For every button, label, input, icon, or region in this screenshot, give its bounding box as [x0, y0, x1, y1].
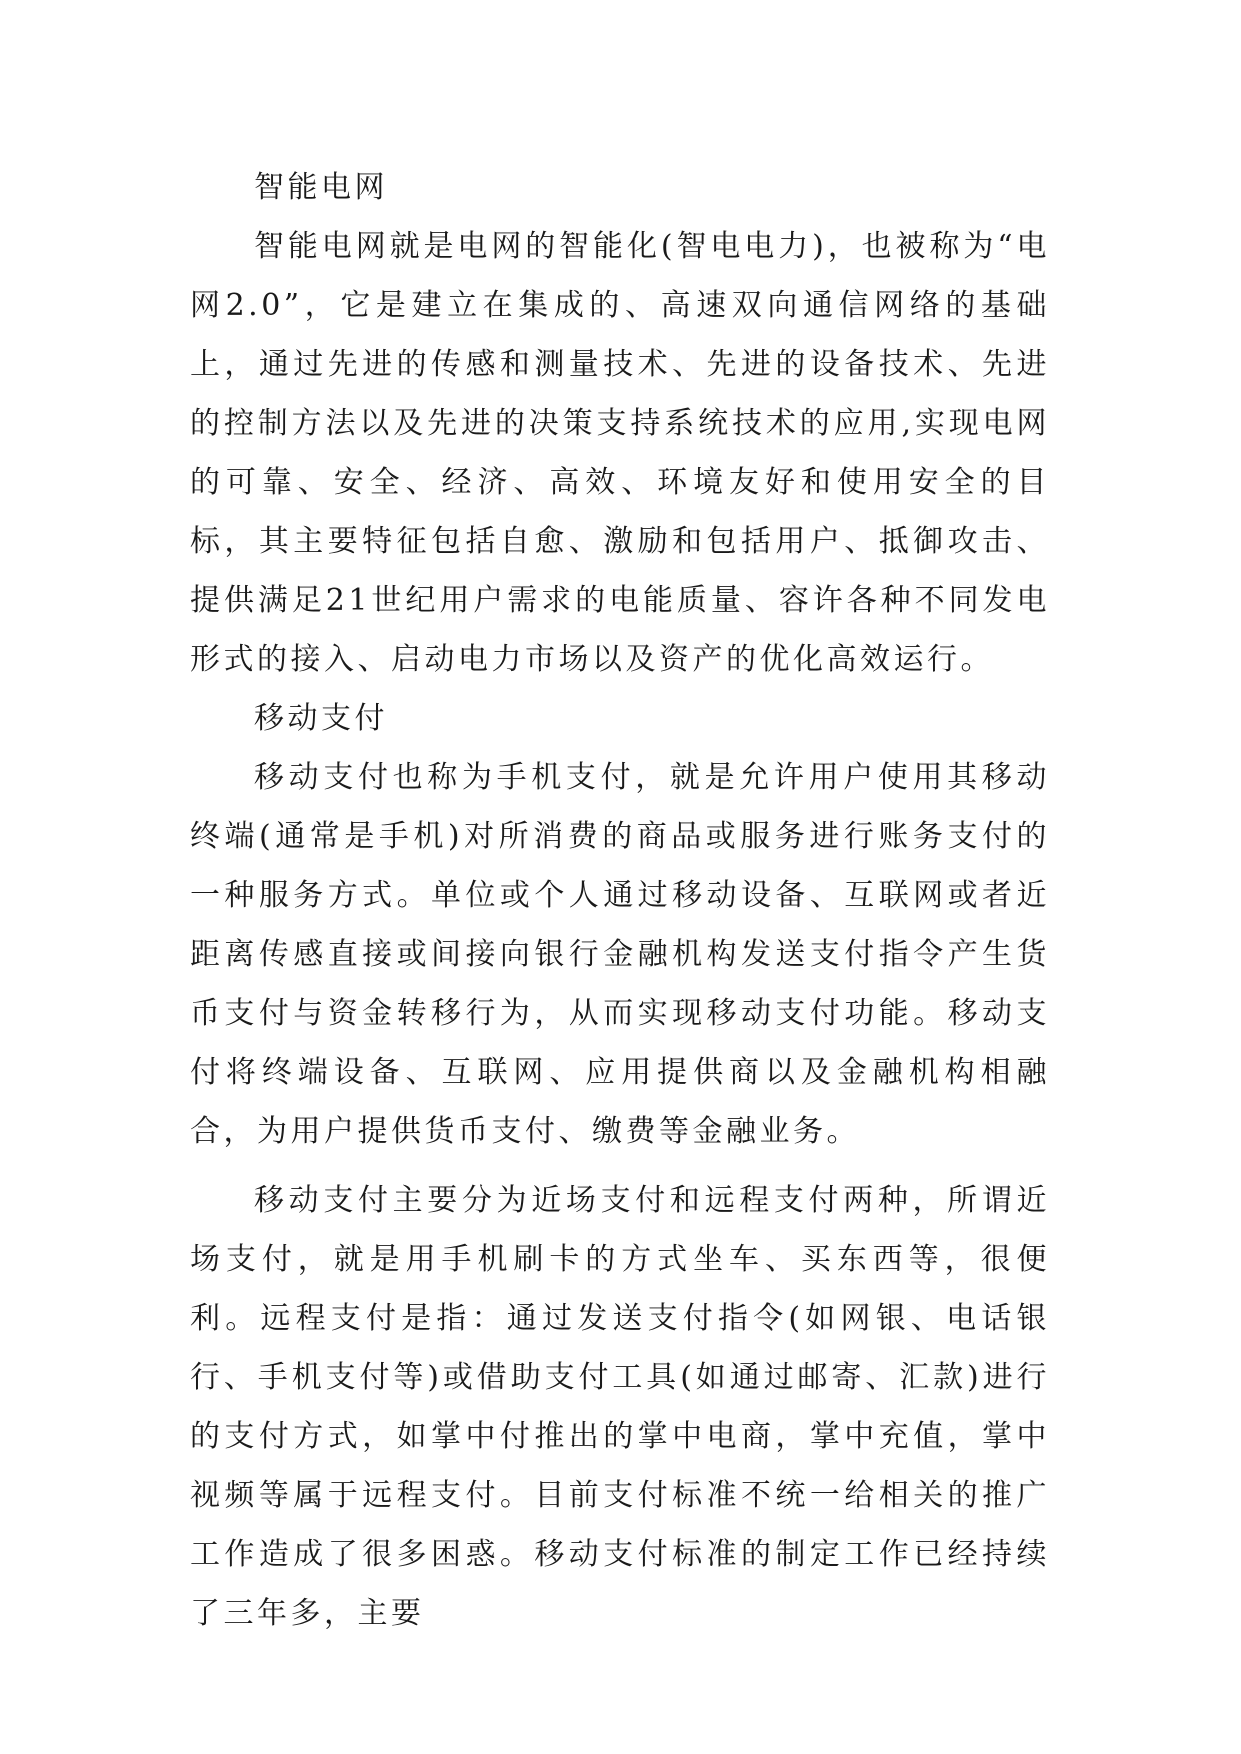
paragraph-smart-grid: 智能电网就是电网的智能化(智电电力)，也被称为“电网2.0”，它是建立在集成的、高速双向通信网络的基础上，通过先进的传感和测量技术、先进的设备技术、先进的控制方法以及先进的决策支持系统技术的应用,实现电网的可靠、安全、经济、高效、环境友好和使用安全的目标，其主要特征包括自愈、激励和包括用户、抵御攻击、提供满足21世纪用户需求的电能质量、容许各种不同发电形式的接入、启动电力市场以及资产的优化高效运行。: [190, 229, 1050, 677]
paragraph-mobile-payment-types: 移动支付主要分为近场支付和远程支付两种，所谓近场支付，就是用手机刷卡的方式坐车、买东西等，很便利。远程支付是指：通过发送支付指令(如网银、电话银行、手机支付等)或借助支付工具(如通过邮寄、汇款)进行的支付方式，如掌中付推出的掌中电商，掌中充值，掌中视频等属于远程支付。目前支付标准不统一给相关的推广工作造成了很多困惑。移动支付标准的制定工作已经持续了三年多，主要: [190, 1183, 1050, 1631]
document-body: [190, 158, 1050, 1643]
section-heading-smart-grid: 智能电网: [254, 170, 388, 205]
paragraph-mobile-payment-definition: 移动支付也称为手机支付，就是允许用户使用其移动终端(通常是手机)对所消费的商品或服务进行账务支付的一种服务方式。单位或个人通过移动设备、互联网或者近距离传感直接或间接向银行金融机构发送支付指令产生货币支付与资金转移行为，从而实现移动支付功能。移动支付将终端设备、互联网、应用提供商以及金融机构相融合，为用户提供货币支付、缴费等金融业务。: [190, 760, 1050, 1149]
section-heading-mobile-payment: 移动支付: [254, 701, 388, 736]
